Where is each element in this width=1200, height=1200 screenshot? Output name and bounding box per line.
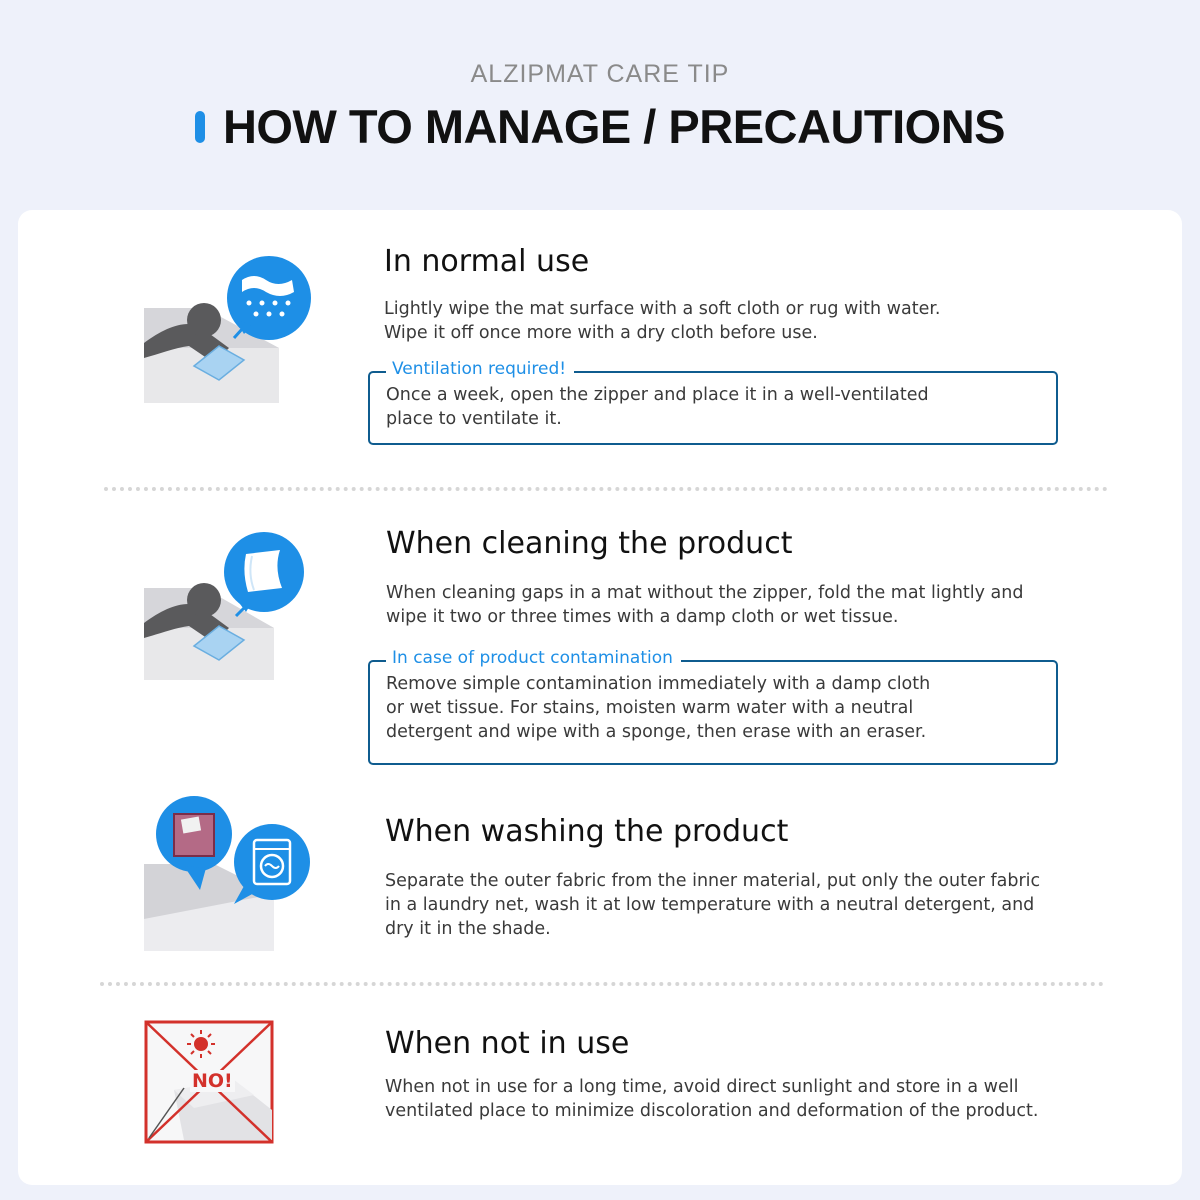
note-label: In case of product contamination xyxy=(386,648,681,668)
note-line: or wet tissue. For stains, moisten warm water with a neutral xyxy=(386,698,914,718)
note-line: Once a week, open the zipper and place it in a well-ventilated xyxy=(386,385,929,405)
section-title: When cleaning the product xyxy=(386,526,793,561)
body-line: When not in use for a long time, avoid direct sunlight and store in a well xyxy=(385,1077,1019,1097)
accent-bar xyxy=(195,111,205,143)
page-title: HOW TO MANAGE / PRECAUTIONS xyxy=(222,100,1006,153)
section-body xyxy=(385,1075,1038,1123)
section-title: When not in use xyxy=(385,1026,630,1061)
body-line: wipe it two or three times with a damp cloth or wet tissue. xyxy=(386,607,899,627)
no-sunlight-icon xyxy=(144,1020,274,1148)
no-badge: NO! xyxy=(192,1070,233,1092)
section-divider xyxy=(100,982,1104,986)
body-line: When cleaning gaps in a mat without the zipper, fold the mat lightly and xyxy=(386,583,1024,603)
page-header xyxy=(0,60,1200,154)
care-card xyxy=(18,210,1182,1185)
body-line: Wipe it off once more with a dry cloth before use. xyxy=(384,323,818,343)
wipe-water-icon xyxy=(144,248,324,412)
section-body xyxy=(385,869,1040,941)
tissue-icon xyxy=(144,528,324,687)
section-title: When washing the product xyxy=(385,814,789,849)
body-line: in a laundry net, wash it at low temperature with a neutral detergent, and xyxy=(385,895,1035,915)
note-text xyxy=(386,383,929,431)
section-content xyxy=(386,526,1023,629)
body-line: Lightly wipe the mat surface with a soft cloth or rug with water. xyxy=(384,299,941,319)
body-line: Separate the outer fabric from the inner material, put only the outer fabric xyxy=(385,871,1041,891)
section-body xyxy=(386,581,1023,629)
laundry-basket-icon xyxy=(144,794,324,958)
body-line: ventilated place to minimize discoloration and deformation of the product. xyxy=(385,1101,1039,1121)
note-line: place to ventilate it. xyxy=(386,409,562,429)
section-content xyxy=(385,814,1040,941)
note-text xyxy=(386,672,930,744)
page-subtitle: ALZIPMAT CARE TIP xyxy=(470,60,730,88)
contamination-note xyxy=(368,648,1058,765)
note-line: Remove simple contamination immediately with a damp cloth xyxy=(386,674,931,694)
ventilation-note xyxy=(368,359,1058,445)
section-divider xyxy=(104,487,1108,491)
title-row xyxy=(0,99,1200,154)
body-line: dry it in the shade. xyxy=(385,919,551,939)
section-body xyxy=(384,297,941,345)
note-label: Ventilation required! xyxy=(386,359,574,379)
note-line: detergent and wipe with a sponge, then erase with an eraser. xyxy=(386,722,927,742)
section-content xyxy=(385,1026,1038,1123)
section-title: In normal use xyxy=(384,244,590,279)
section-content xyxy=(384,244,941,345)
